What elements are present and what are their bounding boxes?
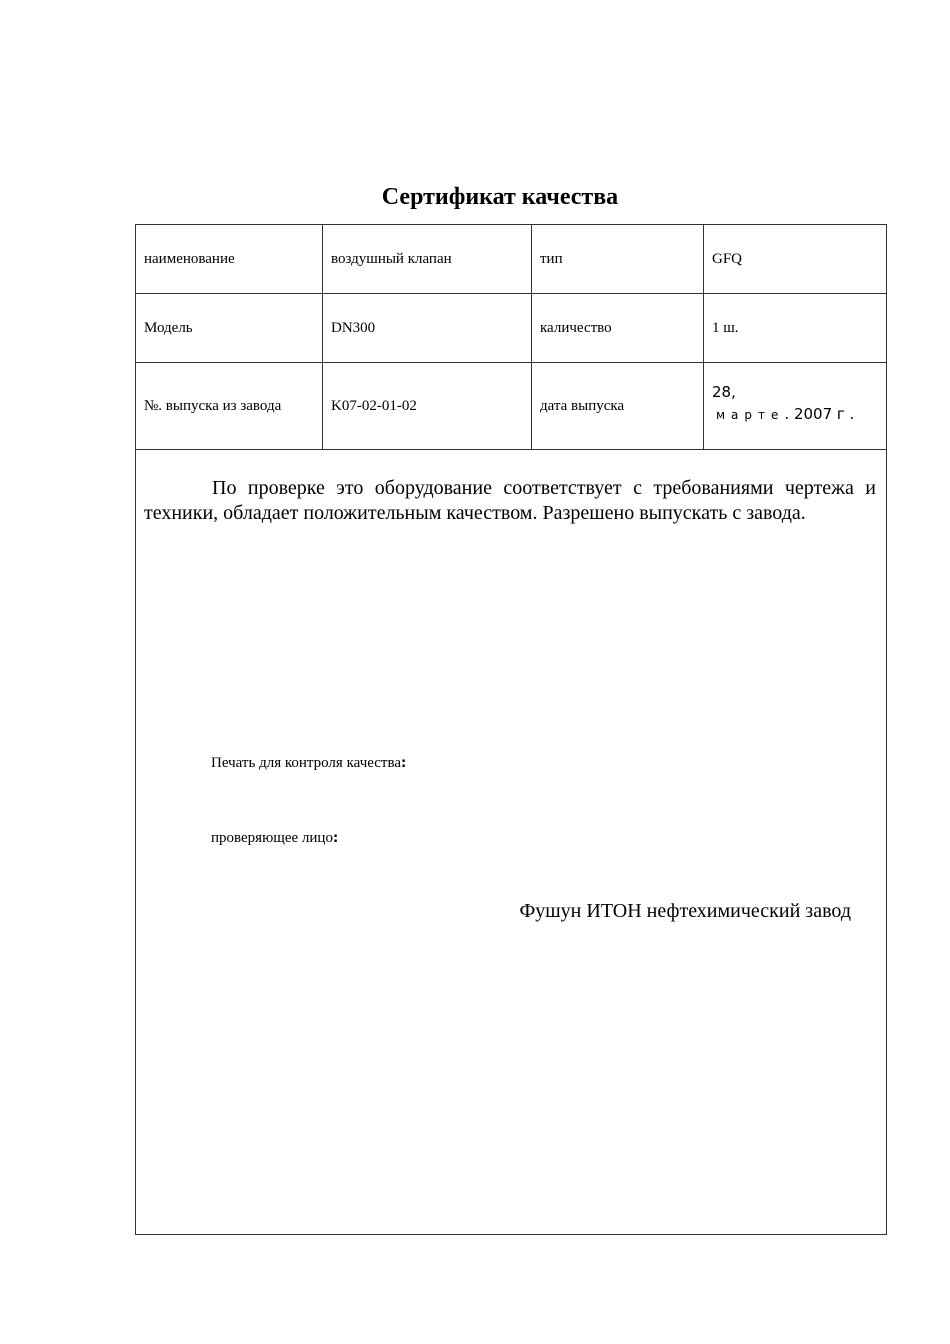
certificate-body bbox=[136, 450, 887, 1235]
certificate-table bbox=[135, 224, 887, 1235]
conformity-statement: По проверке это оборудование соответствует с требованиями чертежа и техники, обладает положительным качеством. Разрешено выпускать с завода. bbox=[144, 477, 876, 524]
inspector-colon: : bbox=[332, 831, 339, 846]
name-label: наименование bbox=[136, 225, 323, 294]
document-title: Сертификат качества bbox=[381, 184, 619, 210]
release-date-day: 28, bbox=[712, 383, 736, 401]
release-date-month: марте bbox=[716, 408, 785, 422]
qc-seal-colon: : bbox=[401, 756, 407, 771]
release-date-label: дата выпуска bbox=[532, 363, 704, 450]
model-value: DN300 bbox=[323, 294, 532, 363]
release-date-month-year bbox=[712, 403, 878, 426]
model-label: Модель bbox=[136, 294, 323, 363]
quantity-value: 1 ш. bbox=[704, 294, 887, 363]
table-row-body bbox=[136, 450, 887, 1235]
release-date-year: . 2007 г . bbox=[784, 405, 855, 423]
inspector-field bbox=[211, 830, 338, 847]
type-value: GFQ bbox=[704, 225, 887, 294]
table-row-name bbox=[136, 225, 887, 294]
release-number-label: №. выпуска из завода bbox=[136, 363, 323, 450]
release-number-value: K07-02-01-02 bbox=[323, 363, 532, 450]
release-date-value bbox=[704, 363, 887, 450]
qc-seal-label: Печать для контроля качества bbox=[211, 755, 402, 771]
name-value: воздушный клапан bbox=[323, 225, 532, 294]
factory-name: Фушун ИТОН нефтехимический завод bbox=[519, 900, 851, 922]
table-row-release bbox=[136, 363, 887, 450]
quantity-label: каличество bbox=[532, 294, 704, 363]
table-row-model bbox=[136, 294, 887, 363]
inspector-label: проверяющее лицо bbox=[211, 830, 333, 846]
qc-seal-field bbox=[211, 755, 406, 772]
type-label: тип bbox=[532, 225, 704, 294]
